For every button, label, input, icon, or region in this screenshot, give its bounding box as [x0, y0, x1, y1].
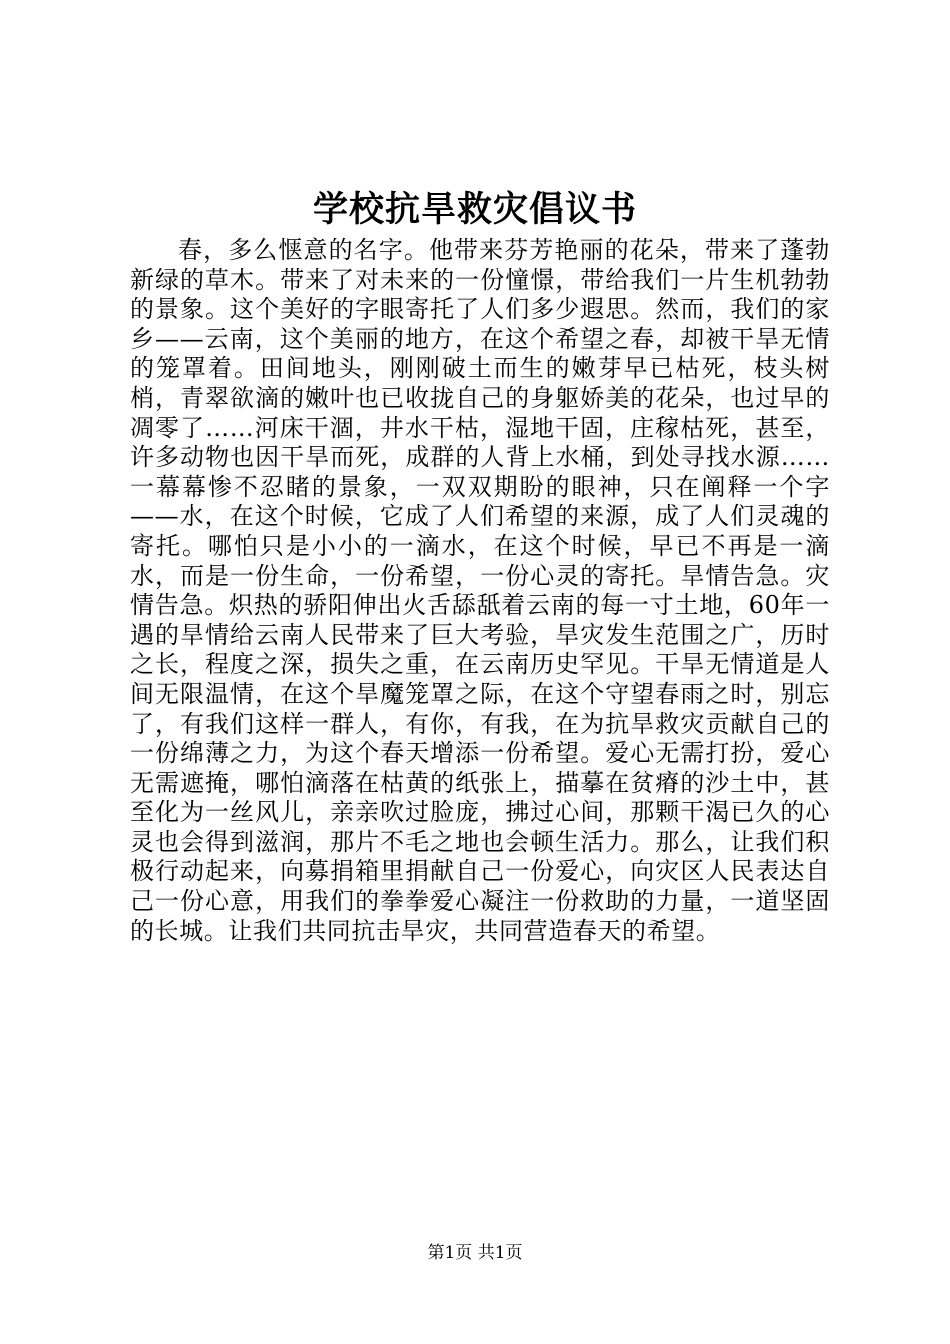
- document-title: 学校抗旱救灾倡议书: [312, 189, 637, 230]
- page-number-footer: 第1页 共1页: [427, 1243, 523, 1263]
- document-body-paragraph: 春，多么惬意的名字。他带来芬芳艳丽的花朵，带来了蓬勃新绿的草木。带来了对未来的一份憧憬，带给我们一片生机勃勃的景象。这个美好的字眼寄托了人们多少遐思。然而，我们的家乡——云南，这个美丽的地方，在这个希望之春，却被干旱无情的笼罩着。田间地头，刚刚破土而生的嫩芽早已枯死，枝头树梢，青翠欲滴的嫩叶也已收拢自己的身躯娇美的花朵，也过早的凋零了……河床干涸，井水干枯，湿地干固，庄稼枯死，甚至，许多动物也因干旱而死，成群的人背上水桶，到处寻找水源……一幕幕惨不忍睹的景象，一双双期盼的眼神，只在阐释一个字——水，在这个时候，它成了人们希望的来源，成了人们灵魂的寄托。哪怕只是小小的一滴水，在这个时候，早已不再是一滴水，而是一份生命，一份希望，一份心灵的寄托。旱情告急。灾情告急。炽热的骄阳伸出火舌舔舐着云南的每一寸土地，60年一遇的旱情给云南人民带来了巨大考验，旱灾发生范围之广，历时之长，程度之深，损失之重，在云南历史罕见。干旱无情道是人间无限温情，在这个旱魔笼罩之际，在这个守望春雨之时，别忘了，有我们这样一群人，有你，有我，在为抗旱救灾贡献自己的一份绵薄之力，为这个春天增添一份希望。爱心无需打扮，爱心无需遮掩，哪怕滴落在枯黄的纸张上，描摹在贫瘠的沙土中，甚至化为一丝风儿，亲亲吹过脸庞，拂过心间，那颗干渴已久的心灵也会得到滋润，那片不毛之地也会顿生活力。那么，让我们积极行动起来，向募捐箱里捐献自己一份爱心，向灾区人民表达自己一份心意，用我们的拳拳爱心凝注一份救助的力量，一道坚固的长城。让我们共同抗击旱灾，共同营造春天的希望。: [130, 236, 830, 945]
